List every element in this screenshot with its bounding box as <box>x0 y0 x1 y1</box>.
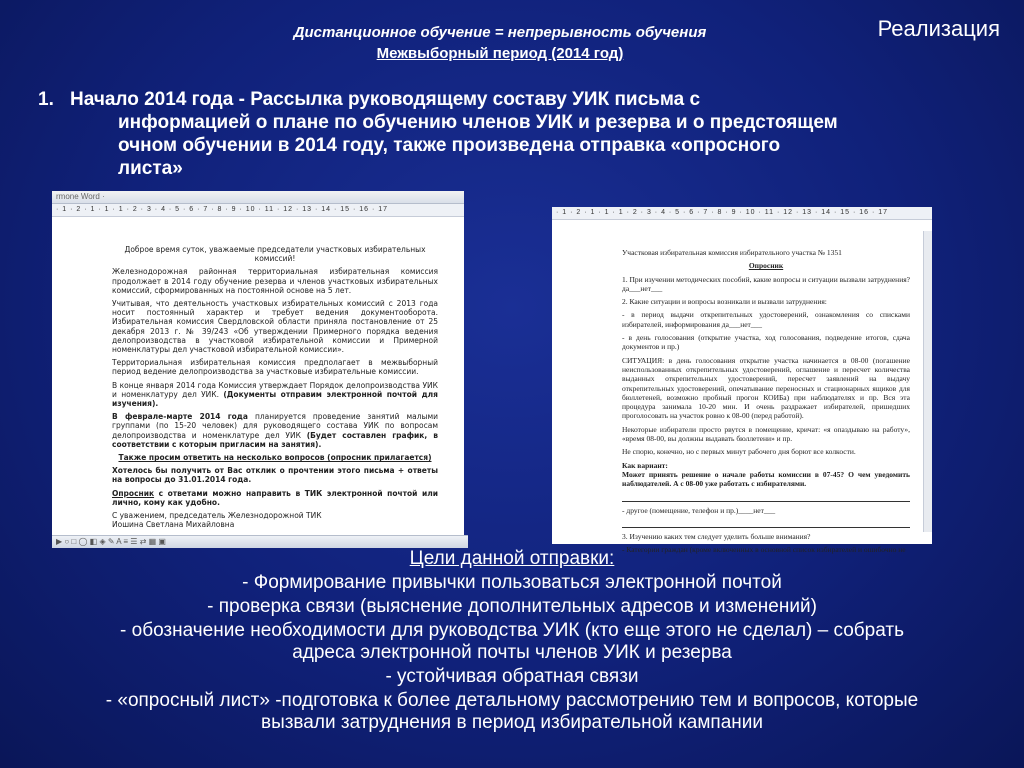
questionnaire-body <box>552 220 932 554</box>
letter-paragraph <box>112 489 438 507</box>
point-line-1: Начало 2014 года - Рассылка руководящему составу УИК письма с <box>70 89 701 110</box>
answer-line: да___нет___ <box>721 319 763 329</box>
letter-deadline: Хотелось бы получить от Вас отклик о прочтении этого письма + ответы на вопросы до 31.01.2014 года. <box>112 466 438 485</box>
header-subtitle: Межвыборный период (2014 год) <box>376 45 624 62</box>
letter-signature: С уважением, председатель Железнодорожной ТИК <box>112 511 322 521</box>
aim-item-cont: адреса электронной почты членов УИК и резерва <box>292 642 732 663</box>
letter-signature-name: Иошина Светлана Михайловна <box>112 520 235 530</box>
letter-paragraph <box>112 412 438 449</box>
questionnaire-title: Опросник <box>748 261 784 271</box>
word-ruler: · 1 · 2 · 1 · 1 · 1 · 2 · 3 · 4 · 5 · 6 · 7 · 8 · 9 · 10 · 11 · 12 · 13 · 14 · 15 · 16 · 17 <box>52 204 464 217</box>
questionnaire-screenshot <box>552 207 932 555</box>
letter-screenshot <box>52 191 464 548</box>
scrollbar[interactable] <box>923 231 932 532</box>
letter-body <box>52 217 464 529</box>
letter-text-bold: (Документы отправим электронной почтой для изучения). <box>112 389 438 409</box>
letter-greeting: Доброе время суток, уважаемые председатели участковых избирательных комиссий! <box>124 245 426 264</box>
letter-paragraph: Железнодорожная районная территориальная избирательная комиссия продолжает в 2014 году обучение резерва и членов участковых избирательных комиссий, сформированных на постоянной основе на 5 лет. <box>112 267 438 295</box>
letter-text: планируется проведение занятий малыми группами (по 15-20 человек) для руководящего состава УИК по вопросам делопроизводства и номенклатуре дел УИК <box>112 412 438 440</box>
questionnaire-question: - Категории граждан (кроме включенных в основной список избирателей и ошибочно не <box>622 545 906 555</box>
point-line-4: листа» <box>118 158 183 179</box>
questionnaire-question <box>622 310 910 329</box>
letter-paragraph: Учитывая, что деятельность участковых избирательных комиссий с 2013 года носит постоянный характер и требует ведения документооборота. Избирательная комиссия Свердловской области приняла постановление от 25 декабря 2013 г. № 39/243 «Об утверждении Примерного порядка ведения делопроизводства в участковой избирательной комиссии и Примерной номенклатуры дел участковой избирательной комиссии». <box>112 299 438 355</box>
letter-link: Опросник <box>112 488 155 498</box>
aims-block <box>20 548 1004 736</box>
answer-line <box>622 519 910 528</box>
questionnaire-org: Участковая избирательная комиссия избирательного участка № 1351 <box>622 248 842 257</box>
aim-item: - проверка связи (выяснение дополнительных адресов и изменений) <box>207 596 817 617</box>
questionnaire-proposal: Может принять решение о начале работы комиссии в 07-45? О чем уведомить наблюдателей. А с 08-00 уже работать с избирателями. <box>622 469 910 489</box>
header-title: Дистанционное обучение = непрерывность обучения <box>293 24 707 41</box>
point-number: 1. <box>38 89 54 110</box>
aim-item: - Формирование привычки пользоваться электронной почтой <box>242 572 782 593</box>
point-line-2: информацией о плане по обучению членов УИК и резерва и о предстоящем <box>118 112 838 133</box>
questionnaire-situation: СИТУАЦИЯ: в день голосования открытие участка начинается в 08-00 (погашение неиспользованных открепительных удостоверений, оглашение и пересчет количества выданных открепительных удостоверений, пересчет заявлений на выдачу открепительных удостоверений, опечатывание переносных и стационарных ящиков для бюллетеней, возможно пробный прогон КОИБа) при наблюдателях и пр. Вся эта процедура занимала 10-20 мин. И очень раздражает избирателей, пришедших проголосовать на участок ровно к 08-00 (перед работой). <box>622 355 910 421</box>
questionnaire-text: Некоторые избиратели просто рвутся в помещение, кричат: «я опаздываю на работу», «время 08-00, вы должны выдавать бюллетени» и пр. <box>622 424 910 444</box>
letter-text-bold: В феврале-марте 2014 года <box>112 412 248 422</box>
question-text: - в период выдачи открепительных удостоверений, ознакомления со списками избирателей, информирования <box>622 310 910 329</box>
questionnaire-question: - другое (помещение, телефон и пр.)____нет___ <box>622 505 776 515</box>
point-1 <box>38 88 988 180</box>
question-text: 1. При изучении методических пособий, какие вопросы и ситуации вызвали затруднения? <box>622 274 910 284</box>
slide-header <box>200 24 800 62</box>
questionnaire-question: 3. Изучению каких тем следует уделить больше внимания? <box>622 531 811 541</box>
corner-title: Реализация <box>877 16 1000 41</box>
answer-line <box>622 493 910 502</box>
word-toolbar: rmone Word · <box>52 191 464 204</box>
questionnaire-question: 2. Какие ситуации и вопросы возникали и вызвали затруднения: <box>622 297 827 307</box>
drawing-toolbar <box>52 535 468 548</box>
answer-line: да___нет___ <box>622 283 663 293</box>
drawing-icons: ▶ ○ □ ◯ ◧ ◈ ✎ A ≡ ☰ ⇄ ▦ ▣ <box>56 537 166 546</box>
aims-title: Цели данной отправки: <box>409 548 615 569</box>
aim-item: - «опросный лист» -подготовка к более детальному рассмотрению тем и вопросов, которые <box>105 690 919 711</box>
letter-paragraph <box>112 381 438 409</box>
letter-text: с ответами можно направить в ТИК электронной почтой или лично, кому как удобно. <box>112 488 438 507</box>
word-ruler: · 1 · 2 · 1 · 1 · 1 · 2 · 3 · 4 · 5 · 6 · 7 · 8 · 9 · 10 · 11 · 12 · 13 · 14 · 15 · 16 · 17 <box>552 207 932 220</box>
letter-text-bold: (Будет составлен график, в соответствии с которым пригласим на занятия). <box>112 430 438 449</box>
letter-paragraph: Территориальная избирательная комиссия предполагает в межвыборный период ведение делопроизводства за участковые избирательные комиссии. <box>112 358 438 377</box>
questionnaire-variant: Как вариант: <box>622 460 668 470</box>
letter-text: В конце января 2014 года Комиссия утверждает Порядок делопроизводства УИК и номенклатуру дел УИК. <box>112 380 438 399</box>
point-line-3: очном обучении в 2014 году, также произведена отправка «опросного <box>118 135 781 156</box>
aim-item: - устойчивая обратная связи <box>385 666 639 687</box>
letter-request: Также просим ответить на несколько вопросов (опросник прилагается) <box>118 453 432 463</box>
aim-item: - обозначение необходимости для руководства УИК (кто еще этого не сделал) – собрать <box>120 620 904 641</box>
questionnaire-question <box>622 275 910 294</box>
questionnaire-question: - в день голосования (открытие участка, ход голосования, подведение итогов, сдача документов и пр.) <box>622 333 910 352</box>
questionnaire-text: Не спорю, конечно, но с первых минут рабочего дня борют все колкости. <box>622 447 856 457</box>
aim-item-cont: вызвали затруднения в период избирательной кампании <box>260 712 764 733</box>
